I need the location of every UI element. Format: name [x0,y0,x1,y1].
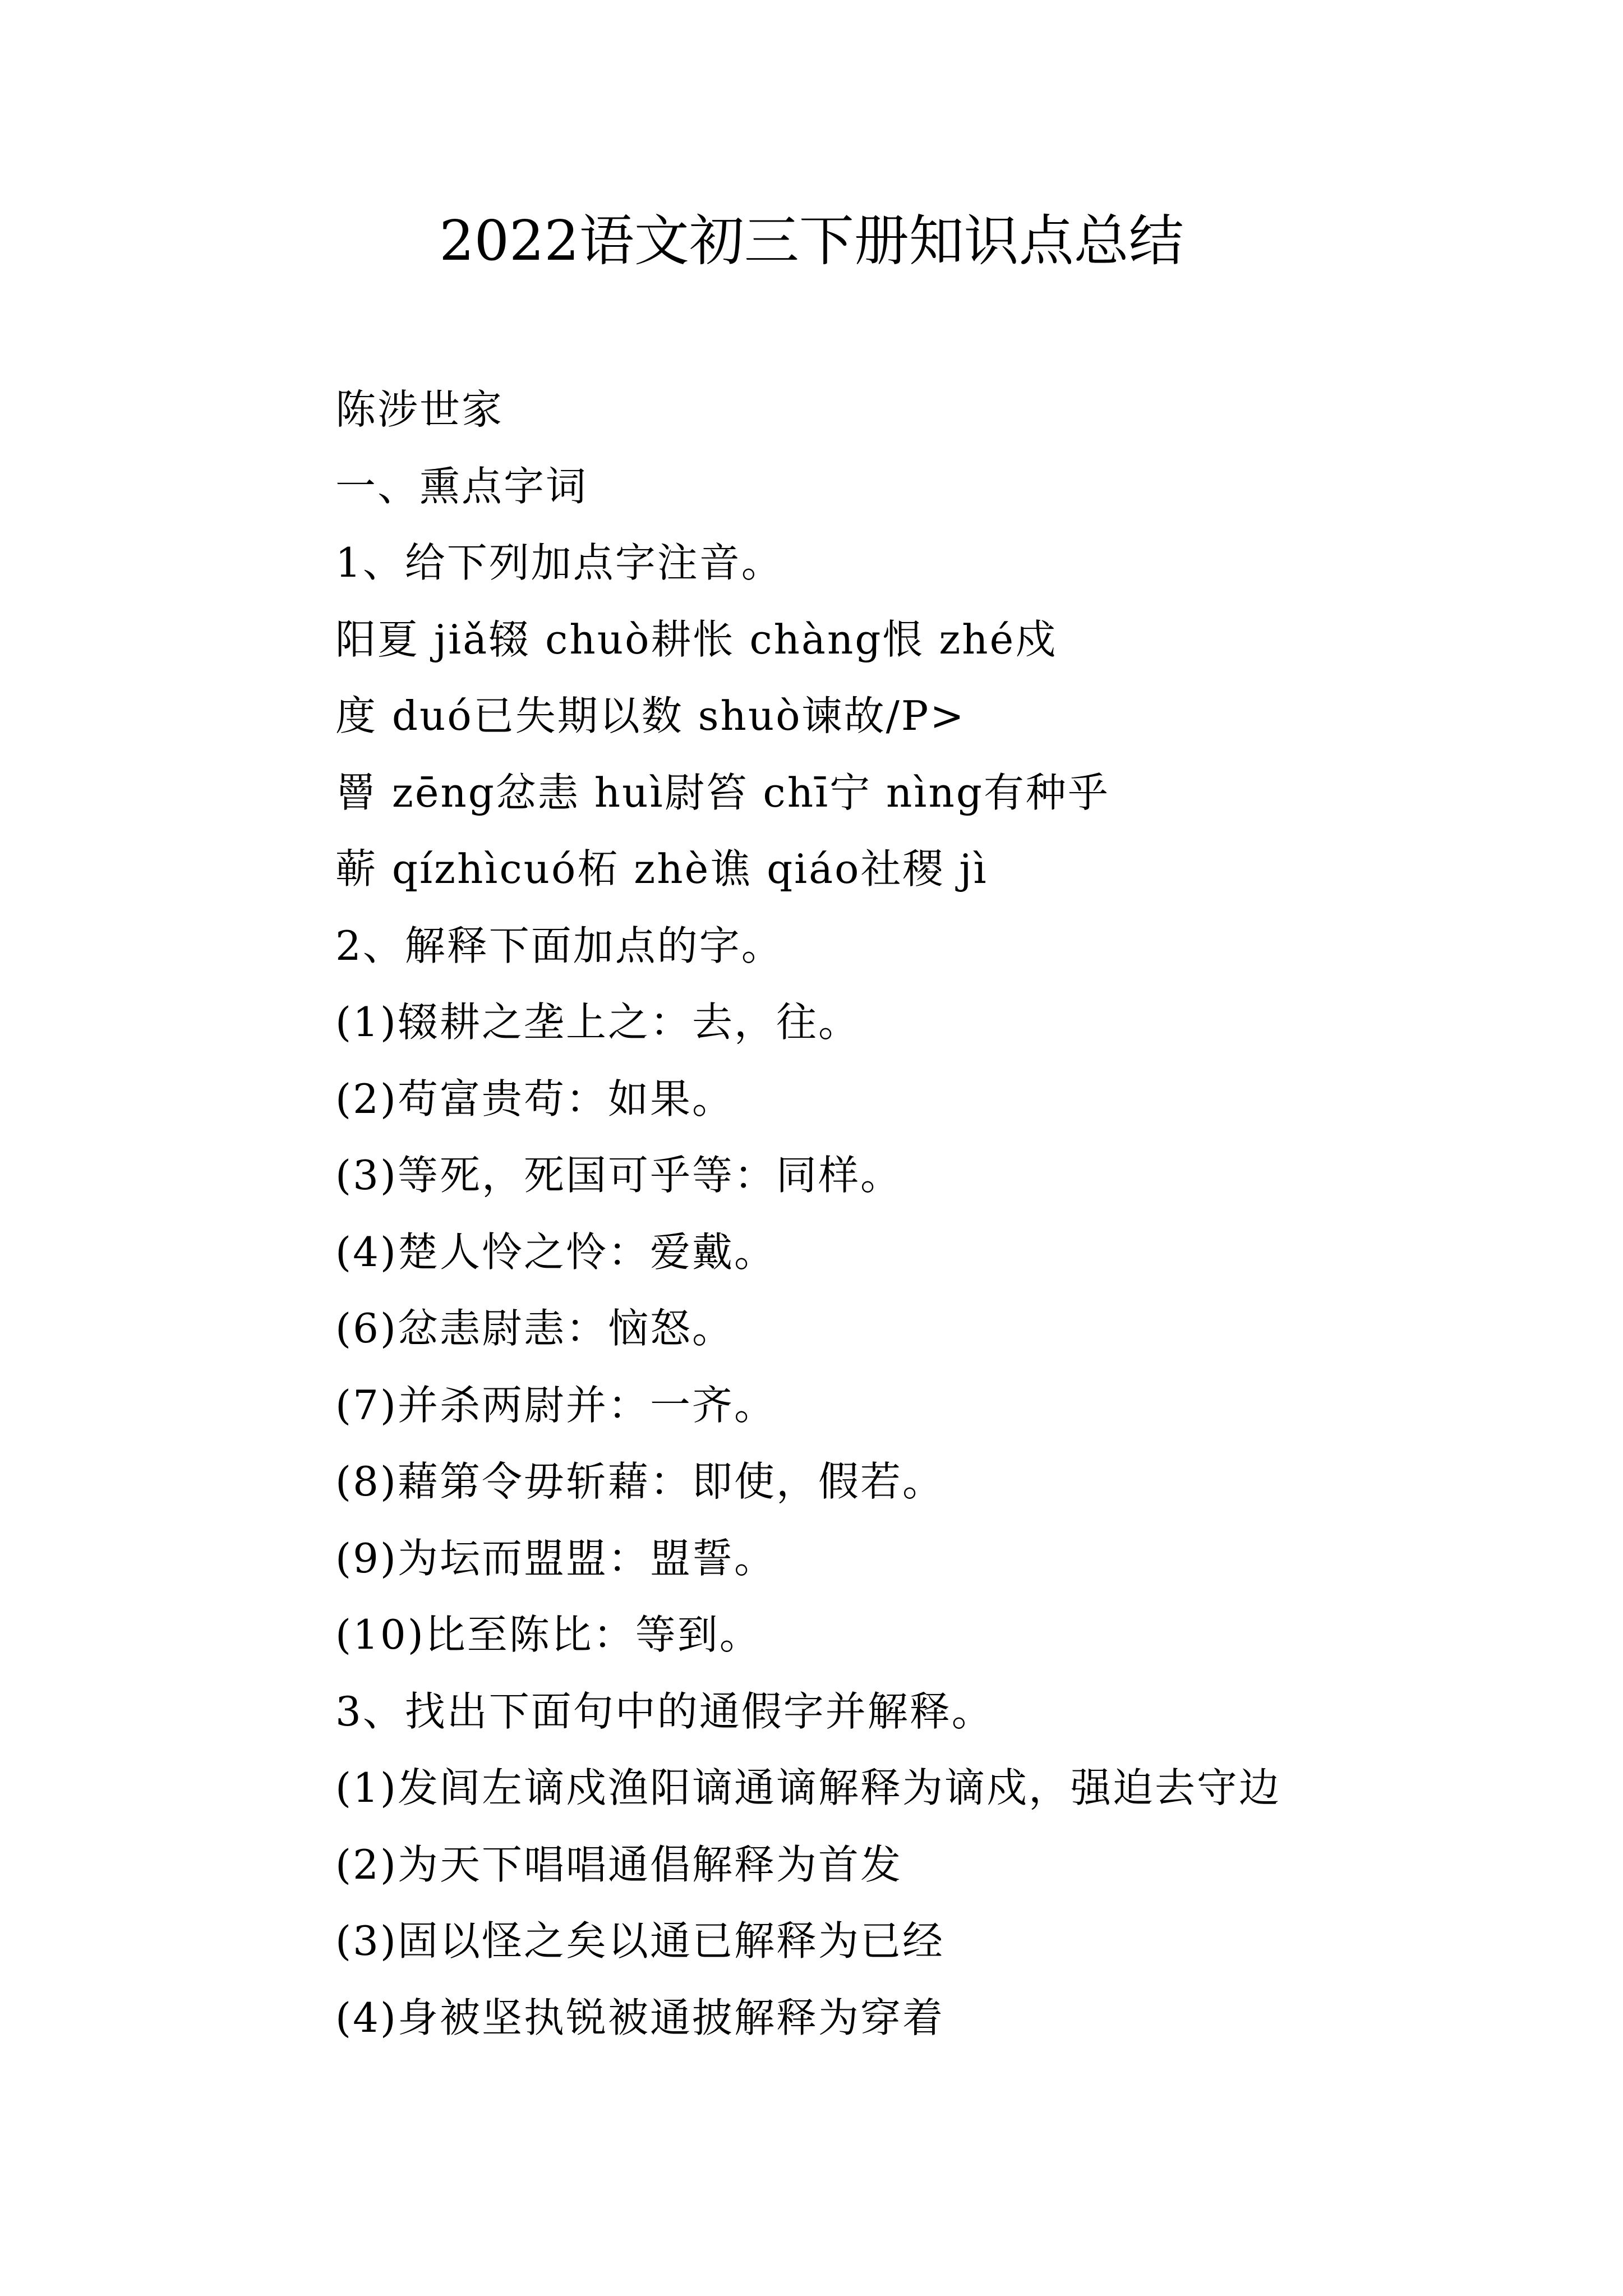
text-line: (10)比至陈比：等到。 [335,1611,762,1658]
question-heading: 2、解释下面加点的字。 [335,922,783,969]
text-line: (8)藉第令毋斩藉：即使，假若。 [335,1458,944,1505]
text-line: 阳夏 jiǎ辍 chuò耕怅 chàng恨 zhé戍 [335,615,1058,663]
text-line: 度 duó已失期以数 shuò谏故/P> [335,692,966,739]
text-line: (1)辍耕之垄上之：去，往。 [335,999,860,1046]
text-line: (6)忿恚尉恚：恼怒。 [335,1305,734,1352]
document-title: 2022语文初三下册知识点总结 [439,209,1184,273]
text-line: (2)苟富贵苟：如果。 [335,1075,734,1122]
question-heading: 1、给下列加点字注音。 [335,539,783,586]
text-line: (4)楚人怜之怜：爱戴。 [335,1228,776,1276]
text-line: (3)等死，死国可乎等：同样。 [335,1152,902,1199]
text-line: (3)固以怪之矣以通已解释为已经 [335,1917,944,1964]
text-line: (7)并杀两尉并：一齐。 [335,1381,776,1429]
text-line: (9)为坛而盟盟：盟誓。 [335,1534,776,1582]
text-line: (1)发闾左谪戍渔阳谪通谪解释为谪戍，强迫去守边 [335,1764,1281,1811]
text-line: (4)身被坚执锐被通披解释为穿着 [335,1994,944,2041]
text-line: 蕲 qízhìcuó柘 zhè谯 qiáo社稷 jì [335,845,988,892]
text-line: (2)为天下唱唱通倡解释为首发 [335,1841,902,1888]
subheading: 一、熏点字词 [335,462,588,510]
document-body [335,371,1457,2056]
text-line: 罾 zēng忿恚 huì尉笞 chī宁 nìng有种乎 [335,769,1110,816]
question-heading: 3、找出下面句中的通假字并解释。 [335,1687,994,1735]
section-heading: 陈涉世家 [335,386,504,433]
